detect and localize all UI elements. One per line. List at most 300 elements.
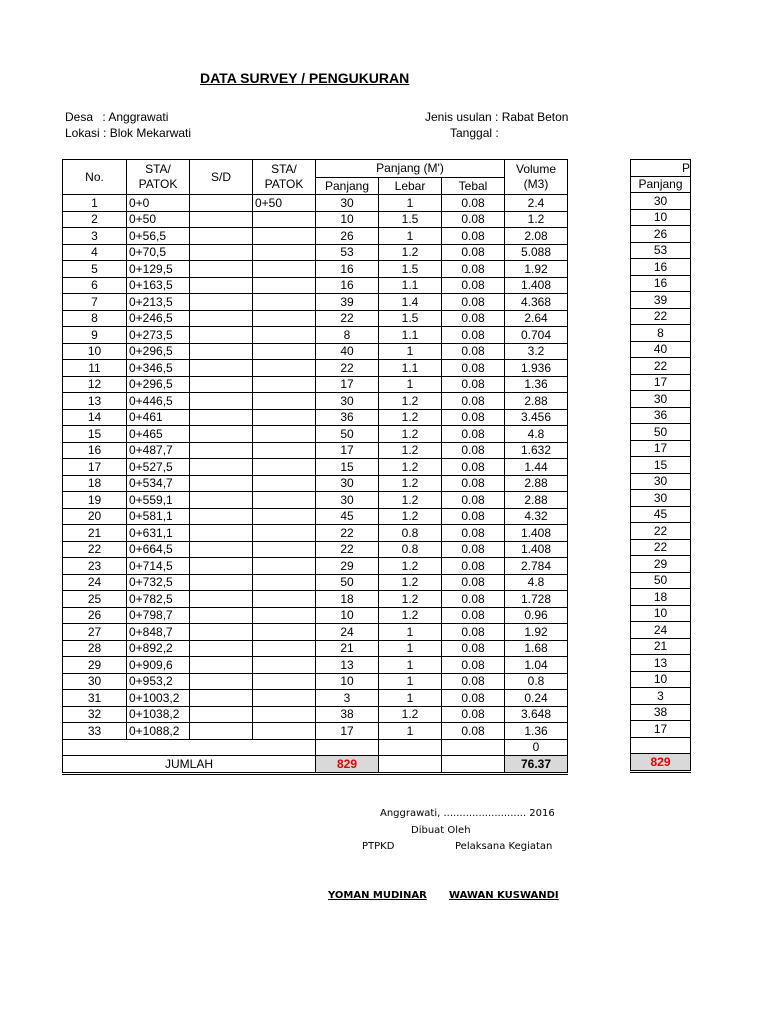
cell-volume: 4.32	[505, 508, 568, 525]
table-row	[63, 327, 568, 344]
cell-lebar: 1.1	[379, 327, 442, 344]
cell-no: 3	[63, 228, 127, 245]
cell-volume: 3.456	[505, 409, 568, 426]
side-cell-panjang: 10	[631, 671, 691, 688]
cell-no: 31	[63, 690, 127, 707]
table-row	[63, 244, 568, 261]
header-sta-1: STA/	[145, 162, 171, 176]
cell-panjang: 3	[316, 690, 379, 707]
cell-lebar: 1	[379, 624, 442, 641]
cell-sta-to	[253, 327, 316, 344]
jenis-label: Jenis usulan :	[425, 110, 499, 124]
cell-no: 10	[63, 343, 127, 360]
cell-sta-to	[253, 624, 316, 641]
cell-volume: 3.648	[505, 706, 568, 723]
cell-sta-to	[253, 640, 316, 657]
cell-sta-from: 0+892,2	[127, 640, 190, 657]
cell-tebal: 0.08	[442, 607, 505, 624]
cell-no: 23	[63, 558, 127, 575]
cell-no: 22	[63, 541, 127, 558]
cell-no: 9	[63, 327, 127, 344]
cell-empty	[316, 739, 379, 756]
side-cell-panjang: 17	[631, 721, 691, 738]
tanggal-label: Tanggal :	[450, 126, 499, 140]
side-cell-empty	[631, 737, 691, 754]
cell-no: 11	[63, 360, 127, 377]
side-cell-panjang: 15	[631, 457, 691, 474]
table-row	[63, 475, 568, 492]
side-row	[631, 440, 691, 457]
cell-no: 5	[63, 261, 127, 278]
table-row	[63, 541, 568, 558]
cell-volume: 1.632	[505, 442, 568, 459]
cell-volume: 4.8	[505, 574, 568, 591]
cell-lebar: 1	[379, 723, 442, 740]
side-cell-panjang: 30	[631, 473, 691, 490]
side-cell-panjang: 21	[631, 638, 691, 655]
cell-empty	[127, 739, 190, 756]
cell-sd	[190, 277, 253, 294]
cell-panjang: 13	[316, 657, 379, 674]
cell-no: 14	[63, 409, 127, 426]
cell-sta-from: 0+848,7	[127, 624, 190, 641]
cell-sd	[190, 673, 253, 690]
table-row	[63, 690, 568, 707]
cell-empty	[63, 739, 127, 756]
side-row	[631, 259, 691, 276]
cell-volume: 1.92	[505, 261, 568, 278]
side-cell-panjang: 53	[631, 242, 691, 259]
cell-sta-from: 0+1003,2	[127, 690, 190, 707]
cell-lebar: 1.5	[379, 211, 442, 228]
cell-panjang: 17	[316, 442, 379, 459]
cell-sta-from: 0+296,5	[127, 343, 190, 360]
cell-empty	[379, 739, 442, 756]
side-row	[631, 622, 691, 639]
side-row	[631, 292, 691, 309]
cell-sta-to	[253, 310, 316, 327]
cell-lebar: 1.2	[379, 475, 442, 492]
cell-lebar: 1	[379, 640, 442, 657]
cell-volume: 2.4	[505, 195, 568, 212]
table-row	[63, 558, 568, 575]
cell-sta-to	[253, 393, 316, 410]
cell-lebar: 1.2	[379, 244, 442, 261]
header-volume	[505, 160, 568, 195]
cell-sd	[190, 624, 253, 641]
cell-tebal: 0.08	[442, 690, 505, 707]
table-row	[63, 409, 568, 426]
table-row	[63, 607, 568, 624]
desa-value: : Anggrawati	[102, 110, 169, 124]
side-row	[631, 341, 691, 358]
cell-sd	[190, 541, 253, 558]
cell-volume: 1.36	[505, 376, 568, 393]
cell-panjang: 36	[316, 409, 379, 426]
table-row	[63, 195, 568, 212]
cell-lebar: 1	[379, 195, 442, 212]
cell-no: 26	[63, 607, 127, 624]
cell-lebar: 1.2	[379, 591, 442, 608]
cell-tebal: 0.08	[442, 657, 505, 674]
cell-volume: 1.2	[505, 211, 568, 228]
cell-sta-from: 0+664,5	[127, 541, 190, 558]
total-panjang: 829	[316, 756, 379, 774]
header-sta-patok-to	[253, 160, 316, 195]
side-cell-panjang: 13	[631, 655, 691, 672]
cell-lebar: 1.2	[379, 706, 442, 723]
cell-sta-from: 0+163,5	[127, 277, 190, 294]
side-row	[631, 523, 691, 540]
table-row	[63, 261, 568, 278]
cell-lebar: 1	[379, 690, 442, 707]
cell-sd	[190, 376, 253, 393]
signature-dibuat-oleh: Dibuat Oleh	[411, 825, 471, 836]
table-row	[63, 360, 568, 377]
table-row	[63, 673, 568, 690]
cell-sta-from: 0+527,5	[127, 459, 190, 476]
cell-panjang: 40	[316, 343, 379, 360]
cell-volume: 0.8	[505, 673, 568, 690]
table-row	[63, 376, 568, 393]
cell-empty	[442, 739, 505, 756]
cell-tebal: 0.08	[442, 525, 505, 542]
side-cell-panjang: 26	[631, 226, 691, 243]
cell-tebal: 0.08	[442, 492, 505, 509]
cell-panjang: 17	[316, 723, 379, 740]
cell-volume: 2.88	[505, 393, 568, 410]
table-row	[63, 294, 568, 311]
cell-no: 33	[63, 723, 127, 740]
cell-tebal: 0.08	[442, 310, 505, 327]
cell-sd	[190, 508, 253, 525]
cell-no: 18	[63, 475, 127, 492]
cell-sta-to	[253, 723, 316, 740]
side-cell-panjang: 40	[631, 341, 691, 358]
cell-sta-to	[253, 294, 316, 311]
side-cell-panjang: 17	[631, 440, 691, 457]
side-cell-panjang: 38	[631, 704, 691, 721]
cell-panjang: 15	[316, 459, 379, 476]
cell-panjang: 39	[316, 294, 379, 311]
side-cell-panjang: 50	[631, 572, 691, 589]
side-total: 829	[631, 754, 691, 772]
cell-panjang: 18	[316, 591, 379, 608]
cell-sd	[190, 475, 253, 492]
cell-sta-to	[253, 211, 316, 228]
header-patok-1: PATOK	[138, 177, 178, 191]
table-row	[63, 426, 568, 443]
survey-table	[62, 159, 568, 775]
side-row	[631, 407, 691, 424]
header-panjang: Panjang	[316, 177, 379, 195]
cell-sta-to	[253, 360, 316, 377]
side-header-fragment: P	[631, 160, 691, 177]
cell-empty	[190, 739, 253, 756]
side-row	[631, 473, 691, 490]
cell-tebal: 0.08	[442, 376, 505, 393]
cell-volume: 5.088	[505, 244, 568, 261]
cell-panjang: 16	[316, 277, 379, 294]
cell-tebal: 0.08	[442, 393, 505, 410]
cell-no: 1	[63, 195, 127, 212]
cell-volume: 1.936	[505, 360, 568, 377]
cell-no: 32	[63, 706, 127, 723]
cell-sta-from: 0+631,1	[127, 525, 190, 542]
cell-volume: 0.96	[505, 607, 568, 624]
cell-tebal: 0.08	[442, 360, 505, 377]
cell-sd	[190, 310, 253, 327]
side-row	[631, 275, 691, 292]
side-row	[631, 424, 691, 441]
cell-sta-to	[253, 409, 316, 426]
cell-panjang: 53	[316, 244, 379, 261]
cell-tebal: 0.08	[442, 327, 505, 344]
lokasi-value: : Blok Mekarwati	[103, 126, 192, 140]
side-row	[631, 572, 691, 589]
cell-sta-to	[253, 376, 316, 393]
cell-panjang: 30	[316, 393, 379, 410]
cell-tebal: 0.08	[442, 591, 505, 608]
cell-no: 16	[63, 442, 127, 459]
side-header-row-1	[631, 160, 691, 177]
cell-no: 13	[63, 393, 127, 410]
cell-sta-from: 0+732,5	[127, 574, 190, 591]
cell-lebar: 1.2	[379, 426, 442, 443]
cell-sta-from: 0+559,1	[127, 492, 190, 509]
cell-panjang: 22	[316, 525, 379, 542]
side-cell-panjang: 16	[631, 259, 691, 276]
cell-lebar: 1.2	[379, 607, 442, 624]
jenis-value: Rabat Beton	[501, 110, 569, 124]
side-cell-panjang: 22	[631, 539, 691, 556]
cell-sta-from: 0+0	[127, 195, 190, 212]
table-row	[63, 492, 568, 509]
cell-tebal: 0.08	[442, 723, 505, 740]
cell-sta-to	[253, 591, 316, 608]
signature-pelaksana: Pelaksana Kegiatan	[455, 841, 553, 852]
cell-sd	[190, 492, 253, 509]
cell-panjang: 29	[316, 558, 379, 575]
header-no: No.	[63, 160, 127, 195]
cell-lebar: 1.5	[379, 310, 442, 327]
cell-sta-to	[253, 244, 316, 261]
side-cell-panjang: 24	[631, 622, 691, 639]
cell-tebal: 0.08	[442, 624, 505, 641]
cell-lebar: 1	[379, 376, 442, 393]
cell-lebar: 1.2	[379, 409, 442, 426]
cell-panjang: 10	[316, 607, 379, 624]
cell-tebal: 0.08	[442, 228, 505, 245]
side-header-panjang: Panjang	[631, 176, 691, 193]
cell-sta-from: 0+487,7	[127, 442, 190, 459]
cell-sta-to	[253, 558, 316, 575]
cell-sd	[190, 657, 253, 674]
lokasi-row	[65, 126, 191, 140]
side-cell-panjang: 30	[631, 391, 691, 408]
cell-volume: 1.36	[505, 723, 568, 740]
side-row	[631, 556, 691, 573]
cell-tebal: 0.08	[442, 673, 505, 690]
cell-sd	[190, 690, 253, 707]
cell-sd	[190, 294, 253, 311]
cell-tebal: 0.08	[442, 211, 505, 228]
lokasi-label: Lokasi	[65, 126, 100, 140]
table-row	[63, 723, 568, 740]
table-row	[63, 343, 568, 360]
desa-row	[65, 110, 168, 124]
cell-sd	[190, 244, 253, 261]
signature-place-date: Anggrawati, .......................... 2016	[380, 808, 555, 819]
cell-sta-to	[253, 228, 316, 245]
cell-volume: 2.784	[505, 558, 568, 575]
cell-sta-to	[253, 706, 316, 723]
cell-panjang: 22	[316, 310, 379, 327]
cell-tebal: 0.08	[442, 244, 505, 261]
cell-sta-to	[253, 673, 316, 690]
cell-sd	[190, 574, 253, 591]
cell-panjang: 26	[316, 228, 379, 245]
cell-volume: 2.64	[505, 310, 568, 327]
side-row-extra	[631, 737, 691, 754]
side-row	[631, 209, 691, 226]
cell-no: 20	[63, 508, 127, 525]
cell-no: 7	[63, 294, 127, 311]
cell-no: 25	[63, 591, 127, 608]
cell-volume: 2.88	[505, 475, 568, 492]
cell-tebal: 0.08	[442, 508, 505, 525]
side-cell-panjang: 10	[631, 209, 691, 226]
jenis-row	[425, 110, 568, 124]
side-row	[631, 457, 691, 474]
cell-lebar: 1.2	[379, 574, 442, 591]
cell-sta-to	[253, 475, 316, 492]
signature-name-pelaksana: WAWAN KUSWANDI	[449, 890, 559, 901]
side-cell-panjang: 29	[631, 556, 691, 573]
cell-tebal: 0.08	[442, 640, 505, 657]
cell-tebal: 0.08	[442, 706, 505, 723]
table-row	[63, 706, 568, 723]
cell-sta-to	[253, 492, 316, 509]
cell-panjang: 30	[316, 475, 379, 492]
side-cell-panjang: 39	[631, 292, 691, 309]
side-row	[631, 490, 691, 507]
side-header-row-2	[631, 176, 691, 193]
cell-sd	[190, 327, 253, 344]
cell-tebal: 0.08	[442, 459, 505, 476]
cell-sd	[190, 723, 253, 740]
side-cell-panjang: 50	[631, 424, 691, 441]
side-row	[631, 308, 691, 325]
side-row	[631, 226, 691, 243]
header-tebal: Tebal	[442, 177, 505, 195]
cell-sta-from: 0+534,7	[127, 475, 190, 492]
cell-sd	[190, 426, 253, 443]
header-volume-label: Volume	[515, 162, 557, 176]
cell-volume: 0.24	[505, 690, 568, 707]
cell-no: 21	[63, 525, 127, 542]
cell-sd	[190, 228, 253, 245]
cell-lebar: 1	[379, 657, 442, 674]
cell-lebar: 1.2	[379, 393, 442, 410]
cell-sd	[190, 261, 253, 278]
cell-tebal: 0.08	[442, 541, 505, 558]
cell-lebar: 1	[379, 343, 442, 360]
cell-no: 29	[63, 657, 127, 674]
cell-lebar: 1.1	[379, 277, 442, 294]
cell-lebar: 1.1	[379, 360, 442, 377]
side-row	[631, 242, 691, 259]
cell-sd	[190, 360, 253, 377]
cell-empty	[442, 756, 505, 774]
side-cell-panjang: 22	[631, 308, 691, 325]
header-sd: S/D	[190, 160, 253, 195]
cell-sd	[190, 409, 253, 426]
cell-sta-from: 0+56,5	[127, 228, 190, 245]
side-cell-panjang: 30	[631, 490, 691, 507]
cell-volume: 1.92	[505, 624, 568, 641]
cell-sta-to	[253, 426, 316, 443]
cell-volume: 0.704	[505, 327, 568, 344]
cell-lebar: 0.8	[379, 541, 442, 558]
side-row	[631, 605, 691, 622]
cell-sta-from: 0+213,5	[127, 294, 190, 311]
cell-sta-from: 0+714,5	[127, 558, 190, 575]
cell-tebal: 0.08	[442, 558, 505, 575]
cell-sd	[190, 459, 253, 476]
table-row-extra	[63, 739, 568, 756]
cell-lebar: 1.2	[379, 508, 442, 525]
cell-lebar: 1.2	[379, 492, 442, 509]
cell-sta-to	[253, 442, 316, 459]
cell-sta-from: 0+273,5	[127, 327, 190, 344]
cell-panjang: 16	[316, 261, 379, 278]
side-cell-panjang: 10	[631, 605, 691, 622]
cell-sta-from: 0+346,5	[127, 360, 190, 377]
side-cell-panjang: 45	[631, 506, 691, 523]
header-patok-2: PATOK	[264, 177, 304, 191]
cell-sd	[190, 558, 253, 575]
cell-volume: 1.408	[505, 541, 568, 558]
cell-panjang: 17	[316, 376, 379, 393]
cell-lebar: 1.2	[379, 442, 442, 459]
cell-panjang: 50	[316, 426, 379, 443]
cell-panjang: 10	[316, 673, 379, 690]
cell-sd	[190, 525, 253, 542]
cell-panjang: 30	[316, 195, 379, 212]
cell-sta-from: 0+446,5	[127, 393, 190, 410]
cell-sta-from: 0+1038,2	[127, 706, 190, 723]
cell-tebal: 0.08	[442, 442, 505, 459]
cell-panjang: 38	[316, 706, 379, 723]
cell-sta-to	[253, 261, 316, 278]
table-row	[63, 591, 568, 608]
cell-volume: 4.8	[505, 426, 568, 443]
cell-sta-from: 0+465	[127, 426, 190, 443]
cell-volume: 2.88	[505, 492, 568, 509]
cell-tebal: 0.08	[442, 574, 505, 591]
cell-sta-from: 0+246,5	[127, 310, 190, 327]
cell-empty	[253, 739, 316, 756]
table-row	[63, 640, 568, 657]
side-total-row	[631, 754, 691, 772]
cell-sta-to: 0+50	[253, 195, 316, 212]
cell-panjang: 24	[316, 624, 379, 641]
side-row	[631, 688, 691, 705]
side-row	[631, 325, 691, 342]
cell-sd	[190, 706, 253, 723]
cell-extra-volume: 0	[505, 739, 568, 756]
